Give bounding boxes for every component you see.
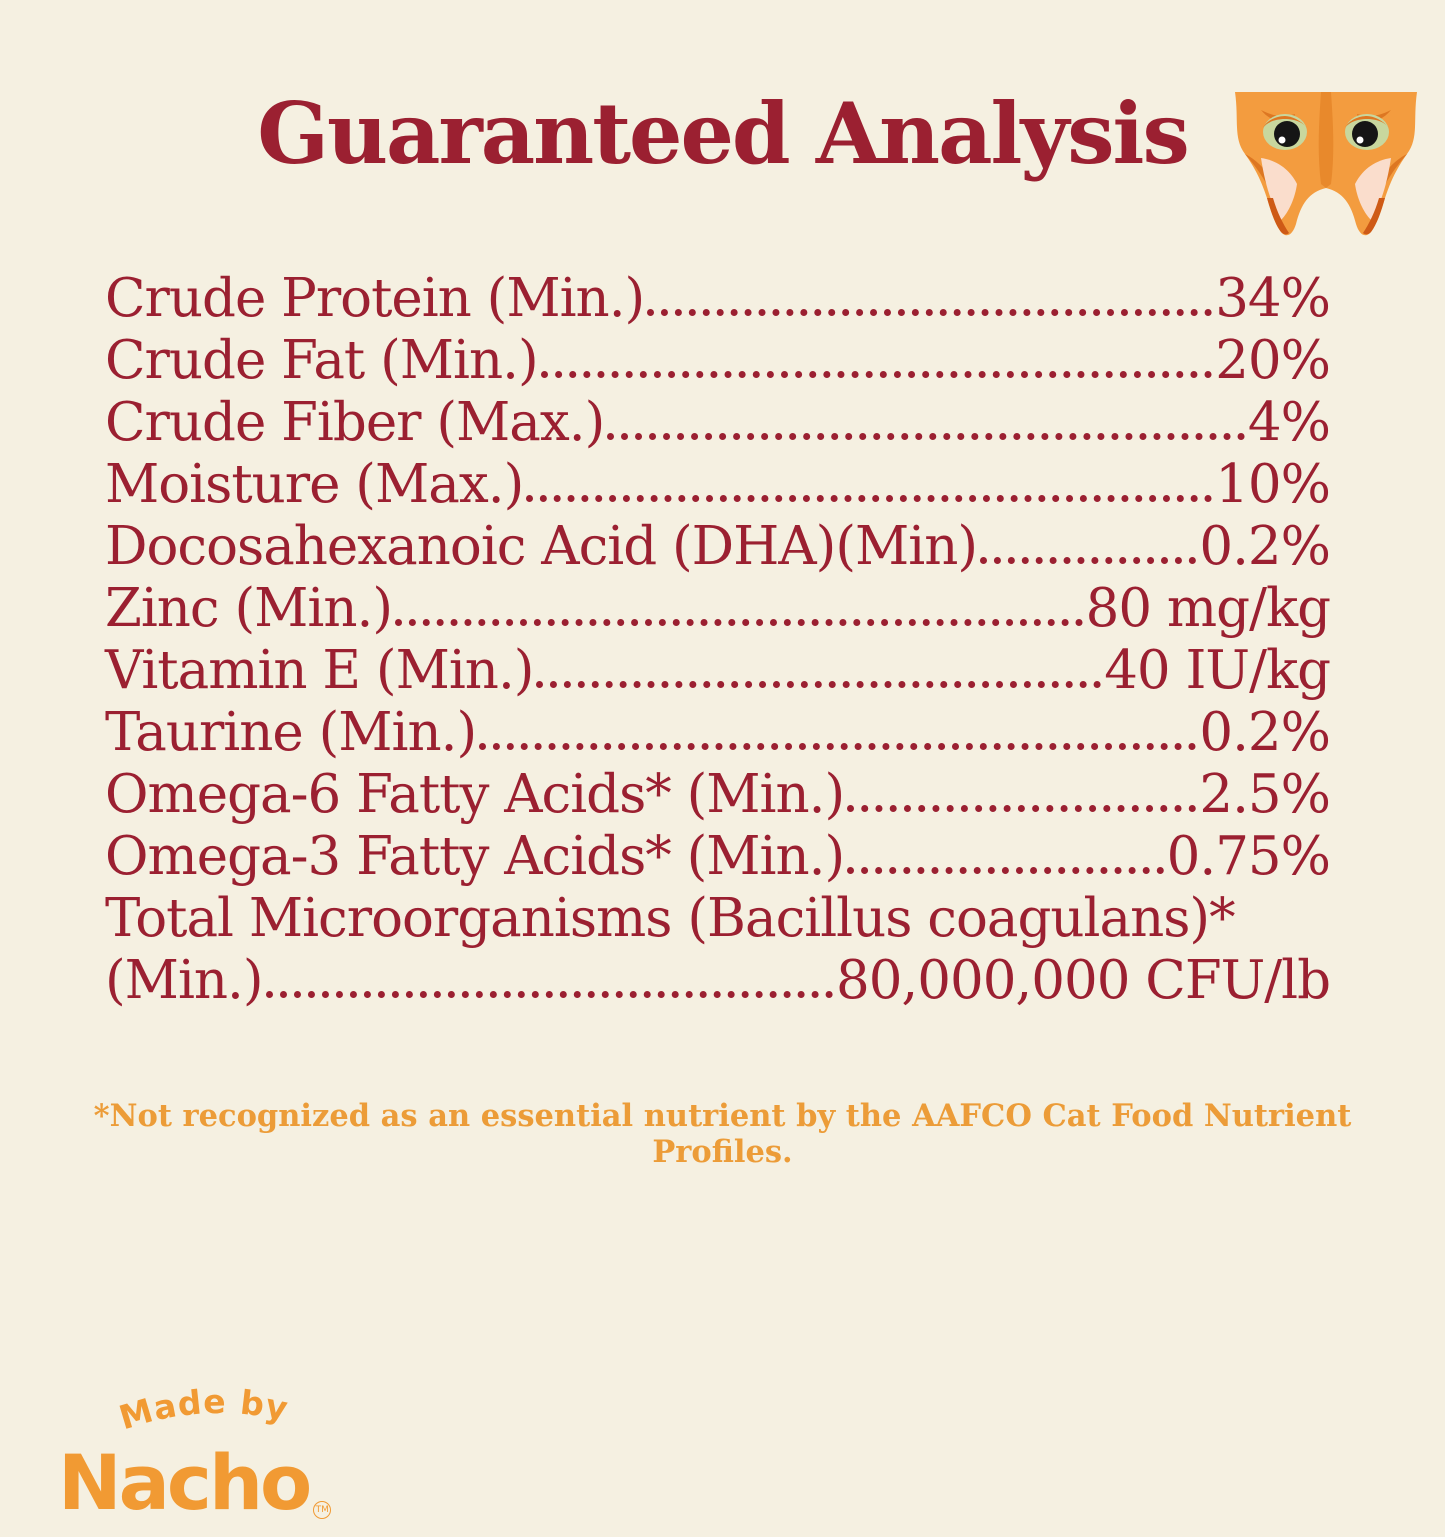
guaranteed-analysis-list — [105, 268, 1330, 1012]
dot-leader — [847, 867, 1163, 874]
analysis-row — [105, 888, 1330, 950]
analysis-row — [105, 578, 1330, 640]
dot-leader — [526, 495, 1212, 502]
nutrient-value: 40 IU/kg — [1104, 640, 1330, 701]
dot-leader — [847, 805, 1196, 812]
analysis-row — [105, 950, 1330, 1012]
dot-leader — [980, 557, 1196, 564]
cat-peek-illustration — [1221, 92, 1431, 242]
nutrient-label: Omega-3 Fatty Acids* (Min.) — [105, 826, 845, 887]
nutrient-label: Vitamin E (Min.) — [105, 640, 534, 701]
nutrient-value: 2.5% — [1199, 764, 1330, 825]
analysis-row — [105, 330, 1330, 392]
analysis-row — [105, 764, 1330, 826]
nutrient-label: Crude Protein (Min.) — [105, 268, 645, 329]
dot-leader — [395, 619, 1083, 626]
analysis-row — [105, 392, 1330, 454]
nutrient-value: 4% — [1247, 392, 1330, 453]
nutrient-value: 0.2% — [1199, 516, 1330, 577]
dot-leader — [536, 681, 1101, 688]
nutrient-label: Taurine (Min.) — [105, 702, 477, 763]
nutrient-value: 34% — [1215, 268, 1330, 329]
dot-leader — [541, 371, 1213, 378]
dot-leader — [266, 991, 833, 998]
nutrient-label: Moisture (Max.) — [105, 454, 524, 515]
nutrient-label: Zinc (Min.) — [105, 578, 392, 639]
svg-text:Made by — [115, 1382, 292, 1437]
nutrient-value: 80 mg/kg — [1085, 578, 1330, 639]
trademark-symbol: TM — [313, 1501, 331, 1519]
nutrient-value: 10% — [1215, 454, 1330, 515]
cat-eye-left — [1263, 114, 1307, 150]
analysis-row — [105, 454, 1330, 516]
page-title: Guaranteed Analysis — [257, 84, 1188, 183]
cat-eye-right — [1345, 114, 1389, 150]
nutrient-label: Docosahexanoic Acid (DHA)(Min) — [105, 516, 978, 577]
made-by-nacho-logo — [58, 1381, 388, 1527]
nutrient-value: 80,000,000 CFU/lb — [835, 950, 1330, 1011]
analysis-row — [105, 702, 1330, 764]
nutrient-value: 0.2% — [1199, 702, 1330, 763]
aafco-footnote: *Not recognized as an essential nutrient by the AAFCO Cat Food Nutrient Profiles. — [93, 1098, 1352, 1170]
dot-leader — [607, 433, 1245, 440]
cat-muzzle-shadow — [1319, 92, 1334, 188]
brand-wordmark: Nacho — [58, 1438, 310, 1527]
nutrient-label: Crude Fiber (Max.) — [105, 392, 605, 453]
nutrient-label: Omega-6 Fatty Acids* (Min.) — [105, 764, 845, 825]
nutrient-label: Crude Fat (Min.) — [105, 330, 538, 391]
dot-leader — [479, 743, 1196, 750]
analysis-row — [105, 640, 1330, 702]
dot-leader — [647, 309, 1212, 316]
nutrient-value: 0.75% — [1166, 826, 1330, 887]
analysis-row — [105, 268, 1330, 330]
nutrient-label: (Min.) — [105, 950, 263, 1011]
analysis-row — [105, 516, 1330, 578]
nutrient-value: 20% — [1215, 330, 1330, 391]
made-by-arched-text — [58, 1381, 388, 1441]
analysis-row — [105, 826, 1330, 888]
made-by-text: Made by — [114, 1381, 292, 1438]
nutrient-label: Total Microorganisms (Bacillus coagulans)* — [105, 888, 1235, 949]
